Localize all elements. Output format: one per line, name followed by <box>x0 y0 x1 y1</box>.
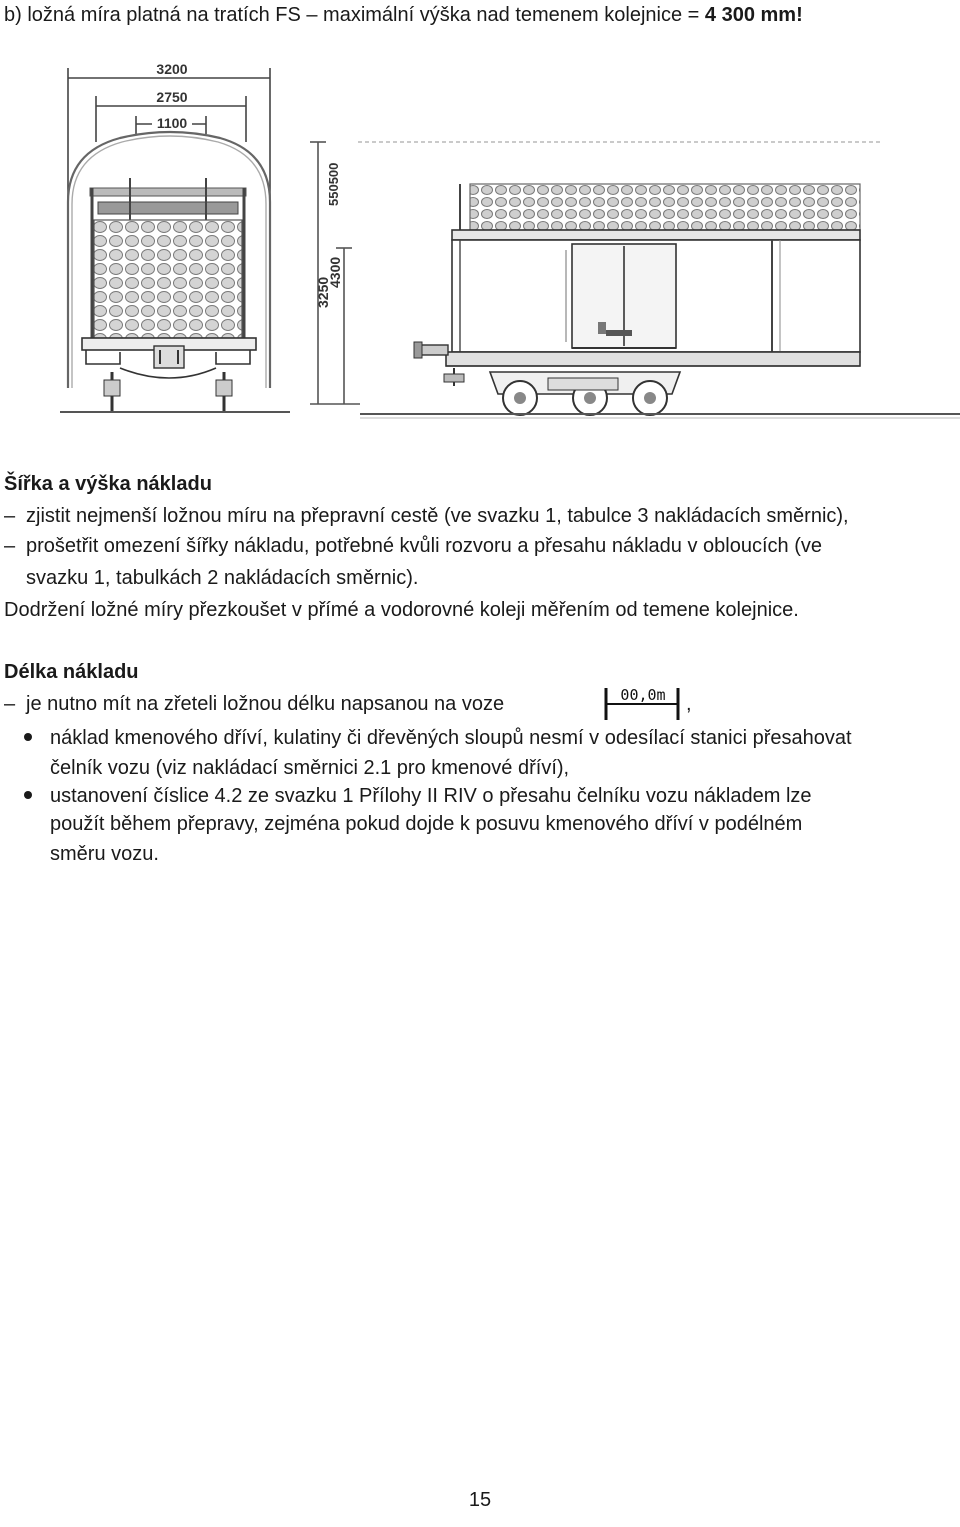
list-item-text: prošetřit omezení šířky nákladu, potřebné kvůli rozvoru a přesahu nákladu v obloucích (ve <box>26 535 822 557</box>
length-marking-frame <box>604 684 680 722</box>
side-view <box>358 142 960 418</box>
dash-marker: – <box>4 505 16 527</box>
dim-3200-label: 3200 <box>156 61 188 77</box>
bullet-text: ustanovení číslice 4.2 ze svazku 1 Přílohy II RIV o přesahu čelníku vozu nákladem lze <box>50 785 812 807</box>
dash-marker: – <box>4 693 16 715</box>
list-item-text-continued: svazku 1, tabulkách 2 nakládacích směrnic). <box>26 567 419 589</box>
list-item-load-length <box>0 690 960 719</box>
bullet-marker <box>24 791 32 799</box>
bullet-text-continued: použít během přepravy, zejména pokud dojde k posuvu kmenového dříví v podélném <box>50 813 803 835</box>
list-item-text: je nutno mít na zřeteli ložnou délku napsanou na voze <box>26 693 505 715</box>
list-item-min-gauge <box>0 502 960 531</box>
fs-gauge-max-height: 4 300 mm! <box>704 4 803 26</box>
bullet-text-continued: směru vozu. <box>50 843 159 865</box>
section-title-width-height: Šířka a výška nákladu <box>4 473 212 495</box>
bullet-item-riv-rule <box>0 782 960 811</box>
length-marking-value: 00,0m <box>620 686 666 704</box>
bullet-marker <box>24 733 32 741</box>
fs-gauge-heading <box>4 2 954 28</box>
bullet-item-log-overhang <box>0 724 960 753</box>
end-view <box>60 61 360 412</box>
dim-2750-label: 2750 <box>156 89 188 105</box>
list-item-comma: , <box>686 693 692 715</box>
fs-gauge-heading-text: b) ložná míra platná na tratích FS – maximální výška nad temenem kolejnice = <box>4 4 705 26</box>
dim-1100-label: 1100 <box>156 115 188 131</box>
page-number: 15 <box>468 1489 492 1511</box>
section-title-length: Délka nákladu <box>4 661 139 683</box>
dim-3250-label: 3250 <box>315 276 331 308</box>
bullet-text: náklad kmenového dříví, kulatiny či dřevěných sloupů nesmí v odesílací stanici přesahovat <box>50 727 852 749</box>
dim-550500-label: 550500 <box>326 162 341 206</box>
dim-4300-label: 4300 <box>327 256 343 288</box>
wagon-length-marking <box>604 684 680 722</box>
dash-marker: – <box>4 535 16 557</box>
bogie <box>490 372 680 415</box>
wagon-loading-gauge-drawing <box>60 52 960 424</box>
gauge-check-paragraph: Dodržení ložné míry přezkoušet v přímé a vodorovné koleji měřením od temene kolejnice. <box>4 599 799 621</box>
list-item-text: zjistit nejmenší ložnou míru na přepravní cestě (ve svazku 1, tabulce 3 nakládacích směrnic), <box>26 505 849 527</box>
bullet-text-continued: čelník vozu (viz nakládací směrnici 2.1 pro kmenové dříví), <box>50 757 570 779</box>
list-item-width-check <box>0 532 960 561</box>
